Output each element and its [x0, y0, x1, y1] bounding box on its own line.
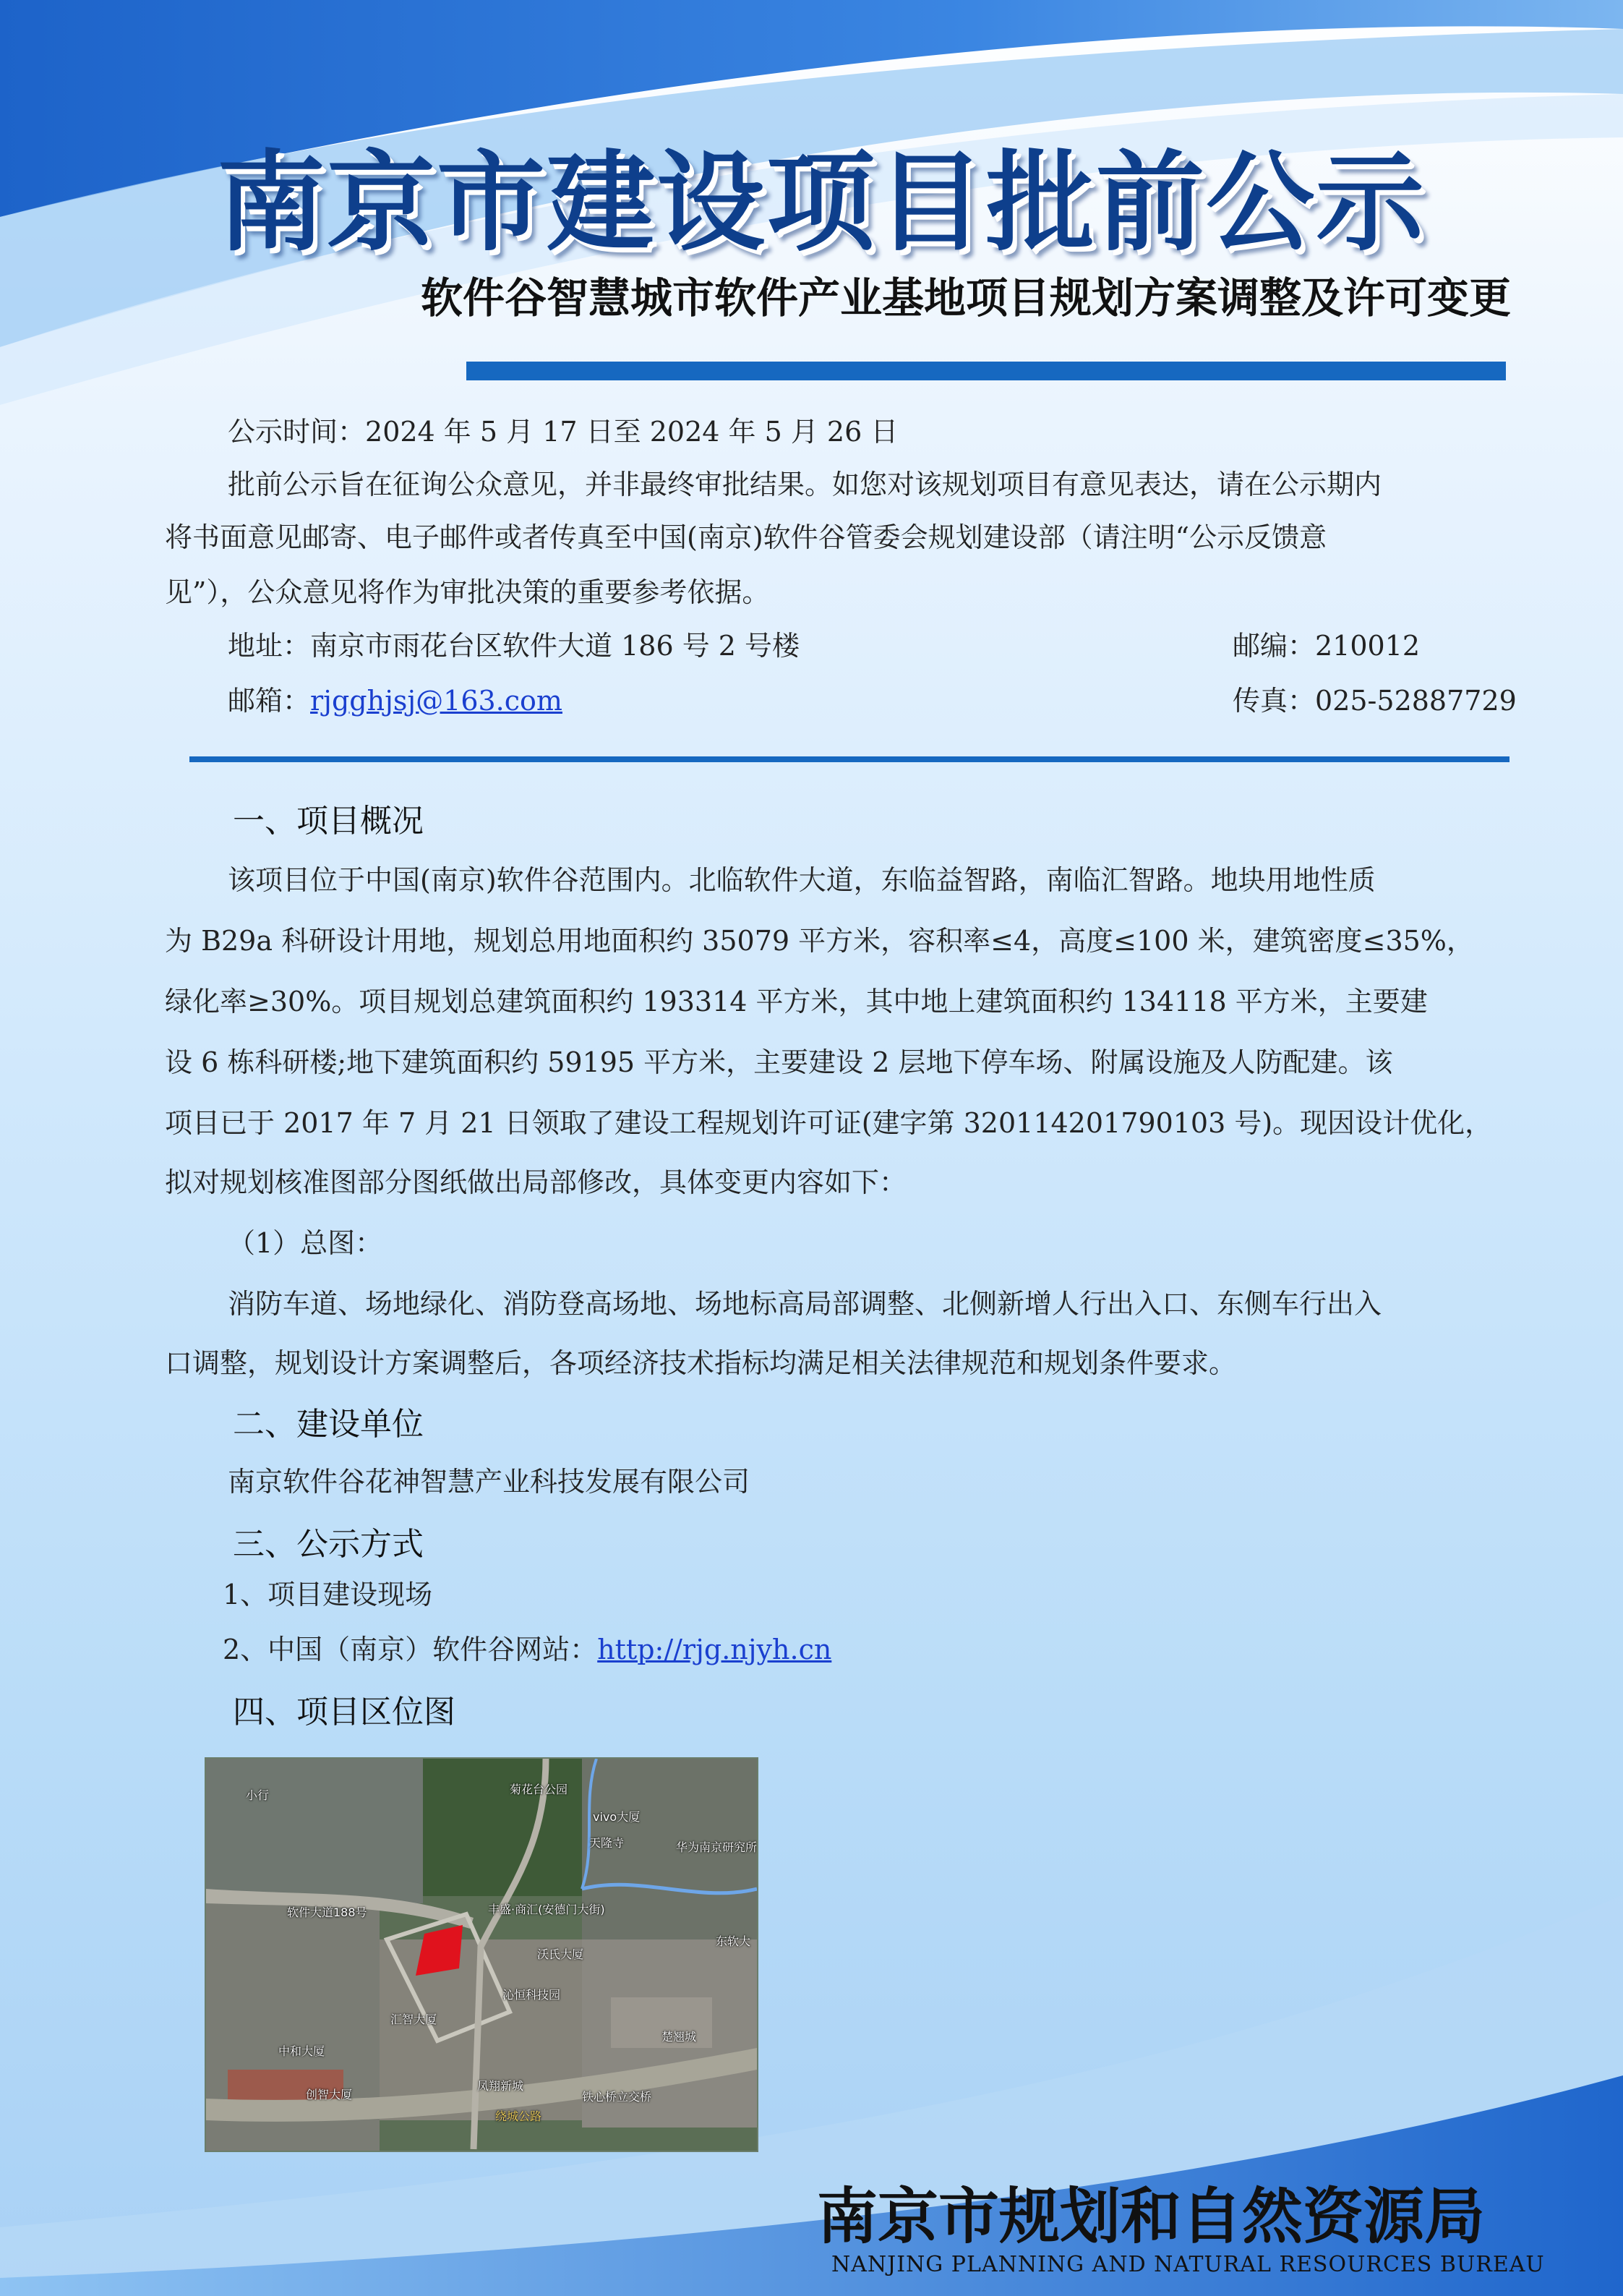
notice-intro-line-1: 批前公示旨在征询公众意见，并非最终审批结果。如您对该规划项目有意见表达，请在公示期内 — [228, 469, 1382, 500]
map-label: 华为南京研究所 — [676, 1840, 758, 1854]
page-title: 南京市建设项目批前公示 — [217, 139, 1426, 266]
section-1-item-title: （1）总图： — [228, 1227, 383, 1259]
section-1-item-line: 消防车道、场地绿化、消防登高场地、场地标高局部调整、北侧新增人行出入口、东侧车行出入 — [228, 1288, 1382, 1320]
map-label: 楚翘城 — [661, 2030, 697, 2044]
map-label: 沁恒科技园 — [502, 1988, 561, 2002]
map-label: 凤翔新城 — [477, 2079, 524, 2093]
publicity-method-2-label: 2、中国（南京）软件谷网站： — [223, 1634, 598, 1665]
section-1-item-line: 口调整，规划设计方案调整后，各项经济技术指标均满足相关法律规范和规划条件要求。 — [165, 1347, 1237, 1379]
map-label: 天隆寺 — [589, 1836, 625, 1850]
section-2-heading: 二、建设单位 — [233, 1406, 424, 1443]
map-label: 小行 — [246, 1788, 270, 1802]
notice-intro-line-3: 见”），公众意见将作为审批决策的重要参考依据。 — [165, 576, 770, 608]
map-label: 创智大厦 — [306, 2088, 353, 2101]
email — [228, 674, 562, 727]
website-link[interactable]: http://rjg.njyh.cn — [597, 1634, 832, 1665]
section-1-line: 拟对规划核准图部分图纸做出局部修改，具体变更内容如下： — [165, 1166, 907, 1198]
address-value: 南京市雨花台区软件大道 186 号 2 号楼 — [310, 630, 800, 662]
postcode-label: 邮编： — [1233, 630, 1316, 662]
map-label: 汇智大厦 — [390, 2013, 437, 2026]
address — [228, 619, 800, 673]
construction-company: 南京软件谷花神智慧产业科技发展有限公司 — [228, 1466, 750, 1498]
map-label: 沃氏大厦 — [537, 1947, 584, 1961]
section-1-line: 项目已于 2017 年 7 月 21 日领取了建设工程规划许可证(建字第 320114201790103 号)。现因设计优化， — [165, 1107, 1493, 1139]
section-1-line: 为 B29a 科研设计用地，规划总用地面积约 35079 平方米，容积率≤4，高度≤100 米，建筑密度≤35%， — [165, 925, 1474, 957]
map-label: 绕城公路 — [495, 2109, 542, 2123]
section-divider-bar — [189, 756, 1509, 762]
map-label: 铁心桥立交桥 — [582, 2090, 652, 2104]
map-label: 丰盛·商汇(安德门大街) — [488, 1903, 605, 1916]
map-label: 软件大道188号 — [287, 1905, 367, 1919]
section-1-line: 设 6 栋科研楼;地下建筑面积约 59195 平方米，主要建设 2 层地下停车场、附属设施及人防配建。该 — [165, 1046, 1393, 1078]
email-link[interactable]: rjgghjsj@163.com — [310, 685, 562, 717]
notice-time-value: 2024 年 5 月 17 日至 2024 年 5 月 26 日 — [365, 416, 899, 448]
organization-name: 南京市规划和自然资源局 — [817, 2180, 1486, 2252]
fax-value: 025-52887729 — [1315, 685, 1517, 717]
publicity-method-2 — [223, 1623, 831, 1676]
postcode-value: 210012 — [1315, 630, 1421, 662]
page-subtitle: 软件谷智慧城市软件产业基地项目规划方案调整及许可变更 — [420, 273, 1511, 323]
map-label: 菊花台公园 — [510, 1783, 568, 1796]
location-map — [205, 1757, 758, 2152]
notice-time — [228, 405, 898, 458]
section-4-heading: 四、项目区位图 — [233, 1694, 455, 1730]
email-label: 邮箱： — [228, 685, 311, 717]
address-label: 地址： — [228, 630, 311, 662]
notice-time-label: 公示时间： — [228, 416, 366, 448]
section-1-line: 该项目位于中国(南京)软件谷范围内。北临软件大道，东临益智路，南临汇智路。地块用地性质 — [228, 864, 1376, 896]
title-divider-bar — [466, 362, 1506, 380]
postcode — [1233, 619, 1420, 673]
section-1-heading: 一、项目概况 — [233, 803, 424, 840]
section-1-line: 绿化率≥30%。项目规划总建筑面积约 193314 平方米，其中地上建筑面积约 134118 平方米，主要建 — [165, 986, 1428, 1017]
map-label: vivo大厦 — [593, 1810, 641, 1824]
fax-label: 传真： — [1233, 685, 1316, 717]
notice-intro-line-2: 将书面意见邮寄、电子邮件或者传真至中国(南京)软件谷管委会规划建设部（请注明“公示反馈意 — [165, 521, 1327, 553]
fax — [1233, 674, 1517, 727]
publicity-method-1: 1、项目建设现场 — [223, 1579, 433, 1610]
section-3-heading: 三、公示方式 — [233, 1526, 424, 1563]
organization-name-english: NANJING PLANNING AND NATURAL RESOURCES BUREAU — [831, 2252, 1545, 2277]
map-label: 中和大厦 — [278, 2044, 325, 2058]
map-label: 东软大 — [716, 1934, 751, 1948]
